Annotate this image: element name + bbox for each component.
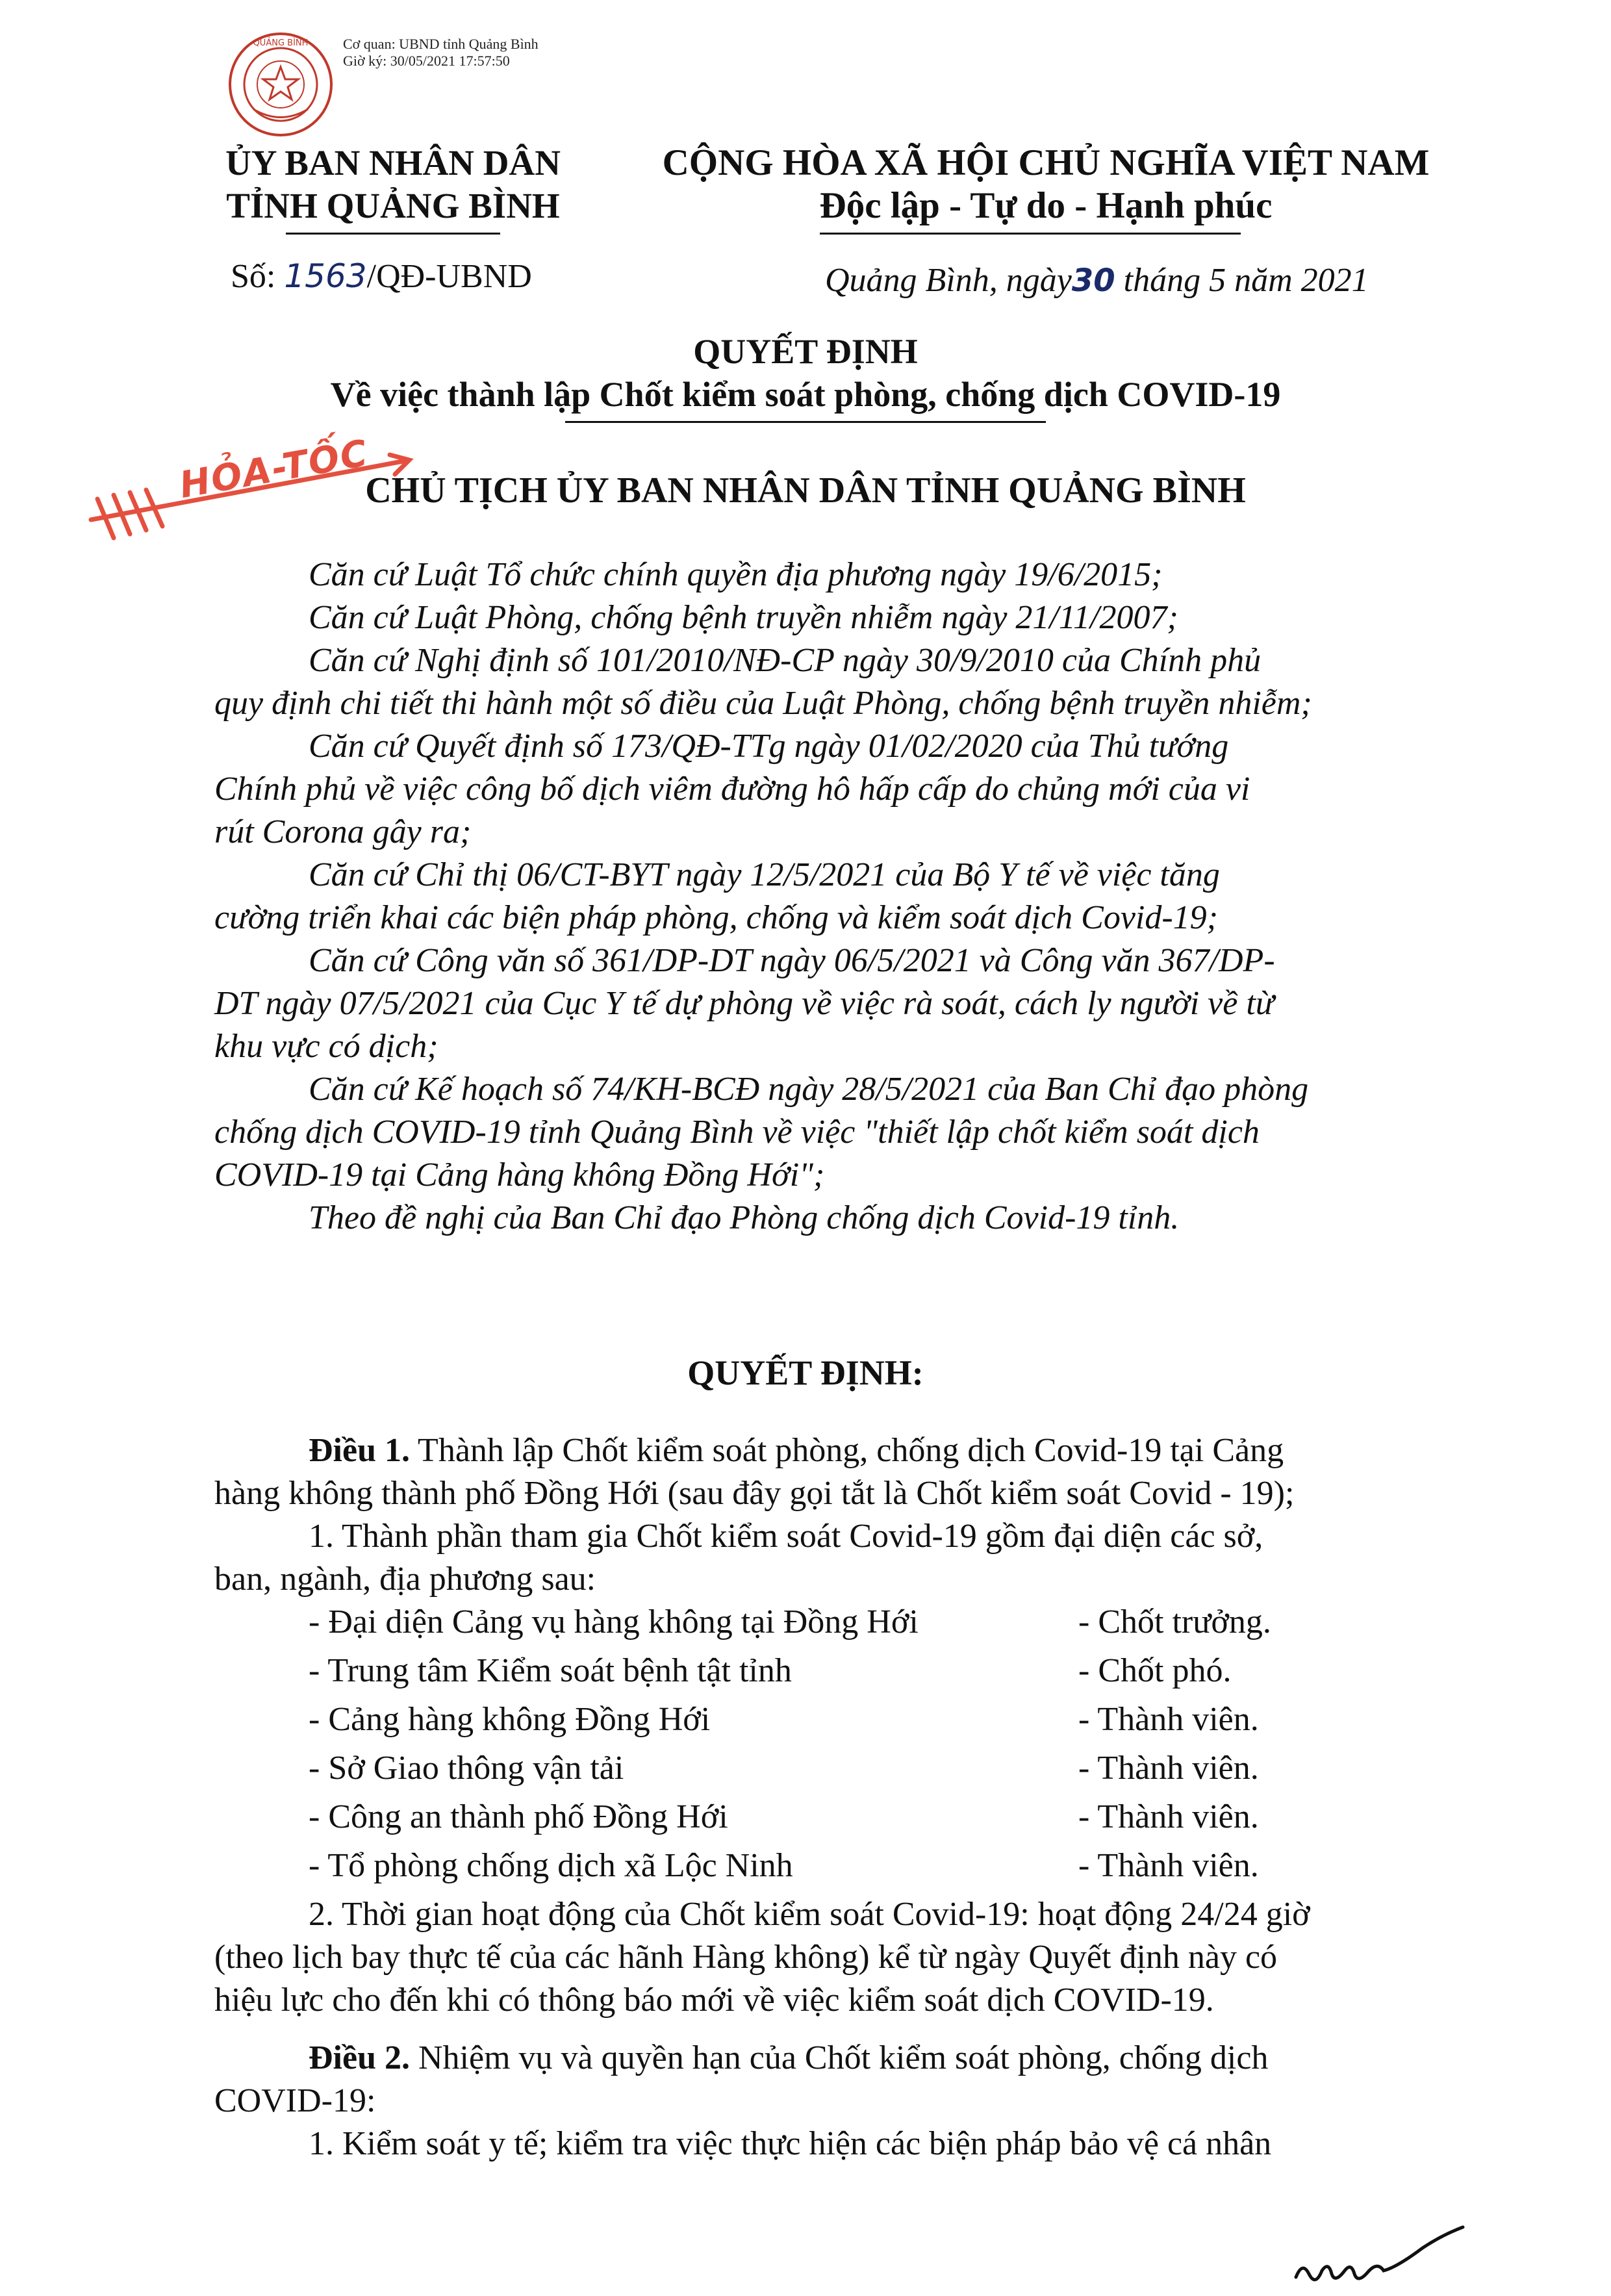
- legal-basis-line: Chính phủ về việc công bố dịch viêm đường hô hấp cấp do chủng mới của vi: [214, 771, 1250, 808]
- number-suffix: /QĐ-UBND: [366, 258, 532, 295]
- member-name: - Tổ phòng chống dịch xã Lộc Ninh: [309, 1847, 793, 1884]
- issuer-title: CHỦ TỊCH ỦY BAN NHÂN DÂN TỈNH QUẢNG BÌNH: [365, 470, 1246, 511]
- legal-basis-line: cường triển khai các biện pháp phòng, chống và kiểm soát dịch Covid-19;: [214, 899, 1218, 936]
- member-role: - Thành viên.: [1078, 1750, 1259, 1787]
- svg-text:QUẢNG BÌNH: QUẢNG BÌNH: [253, 38, 309, 48]
- article-1-line1: [214, 1429, 1397, 1472]
- legal-basis-line: Căn cứ Chỉ thị 06/CT-BYT ngày 12/5/2021 của Bộ Y tế về việc tăng: [309, 856, 1220, 893]
- authority-underline: [286, 233, 500, 235]
- date-day: 30: [1071, 262, 1115, 299]
- member-name: - Đại diện Cảng vụ hàng không tại Đồng Hới: [309, 1603, 919, 1640]
- legal-basis-line: Căn cứ Luật Tổ chức chính quyền địa phương ngày 19/6/2015;: [309, 556, 1163, 593]
- decision-heading: QUYẾT ĐỊNH:: [687, 1353, 924, 1392]
- legal-basis-line: quy định chi tiết thi hành một số điều của Luật Phòng, chống bệnh truyền nhiễm;: [214, 685, 1312, 722]
- motto: Độc lập - Tự do - Hạnh phúc: [819, 185, 1273, 226]
- date-suffix: tháng 5 năm 2021: [1115, 262, 1369, 299]
- article-1-item1: 1. Thành phần tham gia Chốt kiểm soát Covid-19 gồm đại diện các sở,: [309, 1518, 1263, 1555]
- legal-basis-line: Căn cứ Nghị định số 101/2010/NĐ-CP ngày 30/9/2010 của Chính phủ: [309, 642, 1262, 679]
- signature-agency: Cơ quan: UBND tỉnh Quảng Bình: [343, 36, 539, 52]
- article-2-line1: [214, 2037, 1397, 2080]
- official-seal-icon: [227, 31, 335, 138]
- digital-signature-info: [343, 36, 539, 70]
- member-row: [214, 1698, 1397, 1747]
- legal-basis-line: rút Corona gây ra;: [214, 813, 472, 850]
- subtitle-underline: [565, 421, 1046, 423]
- member-row: [214, 1650, 1397, 1698]
- legal-basis-line: Căn cứ Công văn số 361/DP-DT ngày 06/5/2021 và Công văn 367/DP-: [309, 942, 1275, 979]
- legal-basis-line: Căn cứ Luật Phòng, chống bệnh truyền nhiễm ngày 21/11/2007;: [309, 599, 1178, 636]
- document-date: [825, 261, 1369, 300]
- member-role: - Thành viên.: [1078, 1701, 1259, 1738]
- legal-basis-line: COVID-19 tại Cảng hàng không Đồng Hới";: [214, 1156, 825, 1193]
- article-1-item2-cont: (theo lịch bay thực tế của các hãnh Hàng không) kể từ ngày Quyết định này có: [214, 1939, 1278, 1976]
- legal-basis-line: khu vực có dịch;: [214, 1028, 438, 1065]
- issuing-authority: [192, 142, 594, 227]
- member-row: [214, 1747, 1397, 1796]
- article-1-item2: 2. Thời gian hoạt động của Chốt kiểm soát Covid-19: hoạt động 24/24 giờ: [309, 1896, 1310, 1933]
- legal-basis-line: DT ngày 07/5/2021 của Cục Y tế dự phòng về việc rà soát, cách ly người về từ: [214, 985, 1275, 1022]
- article-2-item1: 1. Kiểm soát y tế; kiểm tra việc thực hiện các biện pháp bảo vệ cá nhân: [309, 2125, 1272, 2162]
- national-motto: [624, 142, 1468, 227]
- article-2-text: Nhiệm vụ và quyền hạn của Chốt kiểm soát phòng, chống dịch: [410, 2039, 1269, 2076]
- article-1-text: Thành lập Chốt kiểm soát phòng, chống dịch Covid-19 tại Cảng: [410, 1432, 1284, 1469]
- article-2: [214, 2037, 1397, 2165]
- number-value: 1563: [284, 257, 367, 295]
- article-2-line2: COVID-19:: [214, 2082, 376, 2119]
- member-role: - Thành viên.: [1078, 1798, 1259, 1835]
- member-row: [214, 1844, 1397, 1893]
- authority-line1: ỦY BAN NHÂN DÂN: [225, 143, 561, 183]
- member-name: - Trung tâm Kiểm soát bệnh tật tỉnh: [309, 1652, 792, 1689]
- member-row: [214, 1796, 1397, 1844]
- legal-basis-line: Theo đề nghị của Ban Chỉ đạo Phòng chống dịch Covid-19 tỉnh.: [309, 1199, 1180, 1236]
- legal-basis-line: Căn cứ Quyết định số 173/QĐ-TTg ngày 01/02/2020 của Thủ tướng: [309, 728, 1229, 765]
- member-name: - Cảng hàng không Đồng Hới: [309, 1701, 711, 1738]
- authority-line2: TỈNH QUẢNG BÌNH: [226, 186, 560, 225]
- handwritten-initials-icon: [1293, 2222, 1468, 2293]
- country-name: CỘNG HÒA XÃ HỘI CHỦ NGHĨA VIỆT NAM: [662, 142, 1430, 183]
- document-title: QUYẾT ĐỊNH: [693, 332, 918, 371]
- urgent-stamp: HỎA-TỐC: [176, 431, 372, 507]
- member-list: [214, 1601, 1397, 1893]
- document-subtitle: Về việc thành lập Chốt kiểm soát phòng, chống dịch COVID-19: [330, 375, 1281, 414]
- article-2-label: Điều 2.: [309, 2039, 410, 2076]
- document-number: [231, 257, 532, 296]
- motto-underline: [820, 233, 1241, 235]
- member-name: - Sở Giao thông vận tải: [309, 1750, 624, 1787]
- member-row: [214, 1601, 1397, 1650]
- number-prefix: Số:: [231, 258, 285, 295]
- article-1-item2-cont: hiệu lực cho đến khi có thông báo mới về việc kiểm soát dịch COVID-19.: [214, 1982, 1214, 2019]
- member-role: - Chốt trưởng.: [1078, 1603, 1271, 1640]
- article-1: [214, 1429, 1397, 2022]
- member-role: - Chốt phó.: [1078, 1652, 1232, 1689]
- article-1-item1-cont: ban, ngành, địa phương sau:: [214, 1561, 596, 1598]
- legal-basis-line: chống dịch COVID-19 tỉnh Quảng Bình về việc "thiết lập chốt kiểm soát dịch: [214, 1114, 1260, 1151]
- member-name: - Công an thành phố Đồng Hới: [309, 1798, 728, 1835]
- member-role: - Thành viên.: [1078, 1847, 1259, 1884]
- legal-basis-line: Căn cứ Kế hoạch số 74/KH-BCĐ ngày 28/5/2021 của Ban Chỉ đạo phòng: [309, 1071, 1309, 1108]
- signature-time: Giờ ký: 30/05/2021 17:57:50: [343, 53, 510, 69]
- date-prefix: Quảng Bình, ngày: [825, 262, 1072, 299]
- legal-bases: [214, 554, 1397, 1240]
- article-1-line2: hàng không thành phố Đồng Hới (sau đây gọi tắt là Chốt kiểm soát Covid - 19);: [214, 1475, 1295, 1512]
- article-1-label: Điều 1.: [309, 1432, 410, 1469]
